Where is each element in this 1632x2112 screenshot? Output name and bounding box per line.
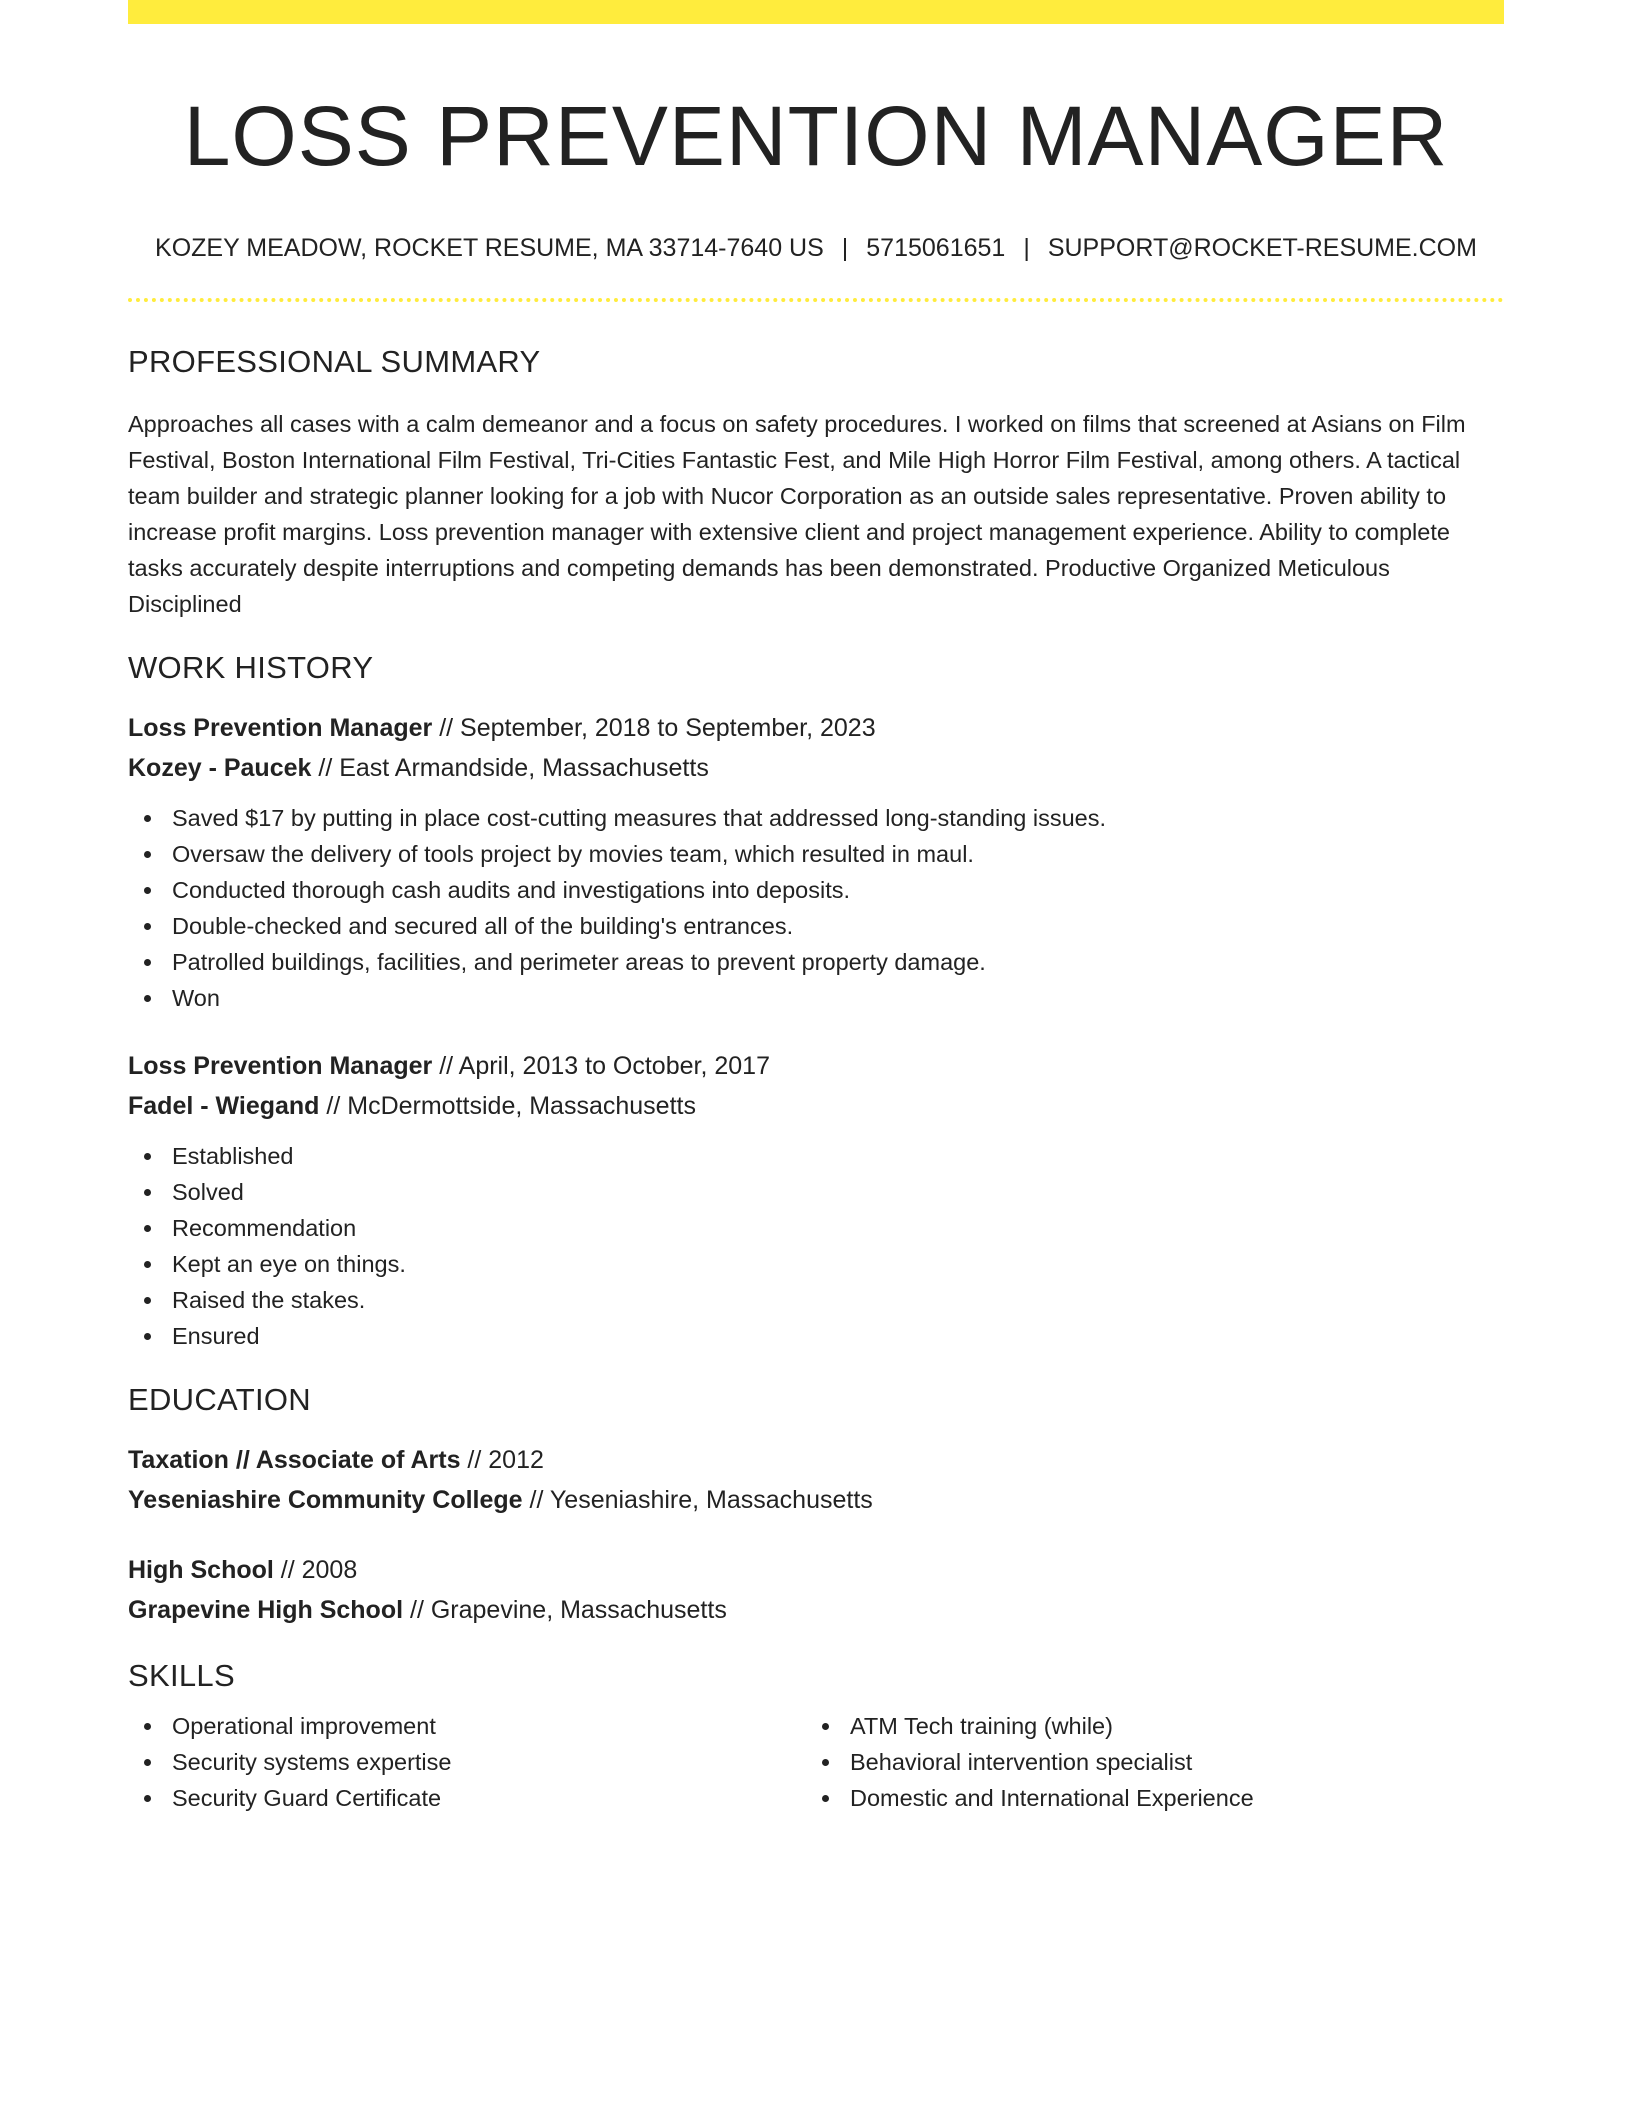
job-bullet: Established [128,1138,1504,1174]
job-bullet: Saved $17 by putting in place cost-cutting measures that addressed long-standing issues. [128,800,1504,836]
job-bullet: Recommendation [128,1210,1504,1246]
job-dates: // September, 2018 to September, 2023 [432,714,876,742]
skills-column-left [128,1708,806,1816]
skill-item: Security Guard Certificate [128,1780,806,1816]
skills-grid [128,1708,1504,1816]
education-degree: High School [128,1556,274,1584]
skill-item: Domestic and International Experience [806,1780,1484,1816]
education-heading: EDUCATION [128,1382,311,1417]
contact-address: KOZEY MEADOW, ROCKET RESUME, MA 33714-7640 US [155,234,824,262]
education-location: // Yeseniashire, Massachusetts [522,1486,873,1514]
resume-content [128,24,1504,1816]
skill-item: Behavioral intervention specialist [806,1744,1484,1780]
education-school-line [128,1590,1504,1630]
job-bullet: Won [128,980,1504,1016]
skills-list [806,1708,1484,1816]
job-company: Fadel - Wiegand [128,1092,320,1120]
job-entry [128,1046,1504,1354]
job-title: Loss Prevention Manager [128,1052,433,1080]
contact-email: SUPPORT@ROCKET-RESUME.COM [1047,234,1477,262]
job-bullet-list [128,1138,1504,1354]
skills-heading: SKILLS [128,1658,235,1693]
job-bullet: Solved [128,1174,1504,1210]
job-dates: // April, 2013 to October, 2017 [432,1052,770,1080]
education-degree: Taxation // Associate of Arts [128,1446,461,1474]
job-bullet-list [128,800,1504,1016]
skill-item: ATM Tech training (while) [806,1708,1484,1744]
job-company-line [128,748,1504,788]
job-bullet: Patrolled buildings, facilities, and perimeter areas to prevent property damage. [128,944,1504,980]
job-entry [128,708,1504,1016]
education-degree-line [128,1440,1504,1480]
job-bullet: Double-checked and secured all of the building's entrances. [128,908,1504,944]
education-year: // 2008 [273,1556,358,1584]
skill-item: Operational improvement [128,1708,806,1744]
top-accent-bar [128,0,1504,24]
education-school-line [128,1480,1504,1520]
education-entry [128,1440,1504,1520]
contact-separator: | [1023,234,1030,262]
contact-line [128,232,1504,264]
resume-title: LOSS PREVENTION MANAGER [183,89,1449,183]
job-title: Loss Prevention Manager [128,714,433,742]
job-company-line [128,1086,1504,1126]
education-year: // 2012 [460,1446,544,1474]
skill-item: Security systems expertise [128,1744,806,1780]
dotted-divider [128,298,1504,302]
contact-separator: | [841,234,849,262]
summary-heading: PROFESSIONAL SUMMARY [128,344,541,379]
work-history-heading: WORK HISTORY [128,650,374,685]
job-bullet: Oversaw the delivery of tools project by movies team, which resulted in maul. [128,836,1504,872]
education-location: // Grapevine, Massachusetts [403,1596,727,1624]
job-location: // East Armandside, Massachusetts [311,754,709,782]
job-title-line [128,708,1504,748]
education-degree-line [128,1550,1504,1590]
job-company: Kozey - Paucek [128,754,312,782]
job-location: // McDermottside, Massachusetts [319,1092,696,1120]
job-title-line [128,1046,1504,1086]
education-school: Yeseniashire Community College [128,1486,523,1514]
job-bullet: Kept an eye on things. [128,1246,1504,1282]
skills-list [128,1708,806,1816]
education-entry [128,1550,1504,1630]
education-school: Grapevine High School [128,1596,404,1624]
summary-text: Approaches all cases with a calm demeanor and a focus on safety procedures. I worked on films that screened at Asians on Film Festival, Boston International Film Festival, Tri-Cities Fantastic Fest, and Mile High Horror Film Festival, among others. A tactical team builder and strategic planner looking for a job with Nucor Corporation as an outside sales representative. Proven ability to increase profit margins. Loss prevention manager with extensive client and project management experience. Ability to complete tasks accurately despite interruptions and competing demands has been demonstrated. Productive Organized Meticulous Disciplined [128,411,1466,617]
job-bullet: Ensured [128,1318,1504,1354]
job-bullet: Raised the stakes. [128,1282,1504,1318]
job-bullet: Conducted thorough cash audits and investigations into deposits. [128,872,1504,908]
skills-column-right [806,1708,1484,1816]
contact-phone: 5715061651 [866,234,1006,262]
